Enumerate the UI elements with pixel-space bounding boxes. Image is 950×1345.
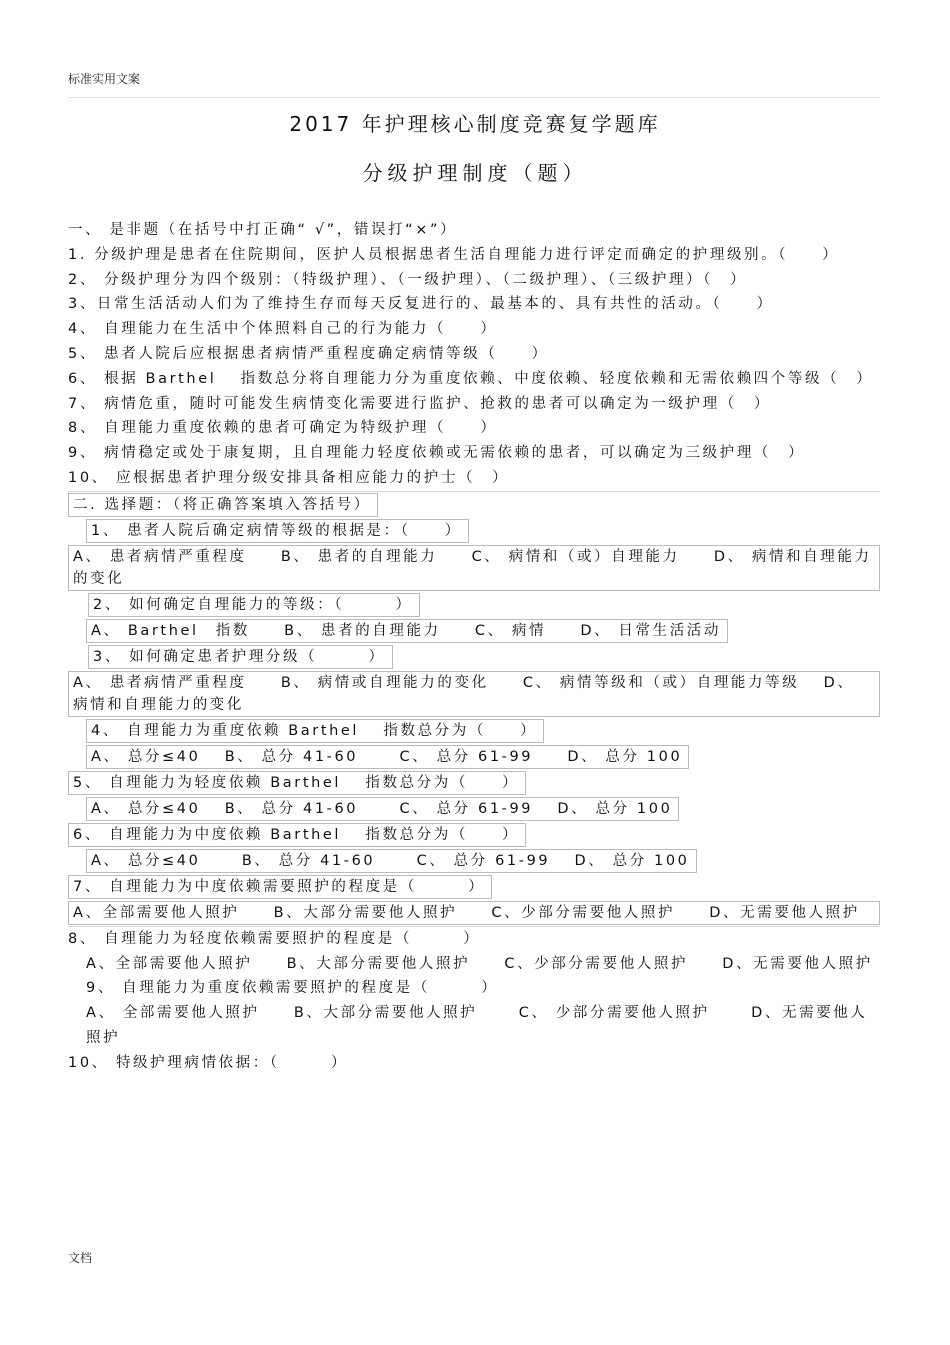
tf-item-10: 10、 应根据患者护理分级安排具备相应能力的护士（ ）: [68, 469, 510, 486]
mc-options-6: A、 总分≤40 B、 总分 41-60 C、 总分 61-99 D、 总分 100: [86, 849, 697, 873]
tf-item-7: 7、 病情危重，随时可能发生病情变化需要进行监护、抢救的患者可以确定为一级护理（ ）: [68, 395, 772, 412]
mc-options-8: A、全部需要他人照护 B、大部分需要他人照护 C、少部分需要他人照护 D、无需要他人照护: [86, 955, 873, 972]
mc-question-4: 4、 自理能力为重度依赖 Barthel 指数总分为（ ）: [86, 719, 544, 743]
tf-item-6: 6、 根据 Barthel 指数总分将自理能力分为重度依赖、中度依赖、轻度依赖和无需依赖四个等级（ ）: [68, 370, 874, 387]
document-body: [68, 218, 880, 1076]
tf-item-8: 8、 自理能力重度依赖的患者可确定为特级护理（ ）: [68, 420, 498, 437]
page-footer-label: 文档: [68, 1251, 93, 1265]
mc-question-10: 10、 特级护理病情依据：（ ）: [68, 1054, 349, 1071]
mc-options-1: A、 患者病情严重程度 B、 患者的自理能力 C、 病情和（或）自理能力 D、 病情和自理能力的变化: [68, 545, 880, 591]
tf-item-4: 4、 自理能力在生活中个体照料自己的行为能力（ ）: [68, 321, 498, 338]
document-subtitle: 分级护理制度（题）: [362, 161, 588, 185]
tf-item-9: 9、 病情稳定或处于康复期，且自理能力轻度依赖或无需依赖的患者，可以确定为三级护理（ ）: [68, 445, 806, 462]
mc-question-3: 3、 如何确定患者护理分级（ ）: [88, 645, 393, 669]
section1-heading: 一、 是非题（在括号中打正确“ √”，错误打“×”）: [68, 222, 458, 238]
mc-question-6: 6、 自理能力为中度依赖 Barthel 指数总分为（ ）: [68, 823, 526, 847]
document-title: 2017 年护理核心制度竞赛复学题库: [289, 112, 661, 136]
page-header-label: 标准实用文案: [68, 72, 141, 86]
mc-question-2: 2、 如何确定自理能力的等级：（ ）: [88, 593, 420, 617]
mc-options-7: A、全部需要他人照护 B、大部分需要他人照护 C、少部分需要他人照护 D、无需要他人照护: [68, 901, 880, 925]
tf-item-5: 5、 患者人院后应根据患者病情严重程度确定病情等级（ ）: [68, 345, 549, 362]
tf-item-1: 1. 分级护理是患者在住院期间，医护人员根据患者生活自理能力进行评定而确定的护理级别。（ ）: [68, 246, 840, 263]
mc-question-8: 8、 自理能力为轻度依赖需要照护的程度是（ ）: [68, 930, 481, 947]
mc-question-9: 9、 自理能力为重度依赖需要照护的程度是（ ）: [86, 980, 499, 997]
mc-question-7: 7、 自理能力为中度依赖需要照护的程度是（ ）: [68, 875, 492, 899]
tf-item-3: 3、日常生活活动人们为了维持生存而每天反复进行的、最基本的、具有共性的活动。（ ）: [68, 296, 774, 313]
mc-question-5: 5、 自理能力为轻度依赖 Barthel 指数总分为（ ）: [68, 771, 526, 795]
mc-options-5: A、 总分≤40 B、 总分 41-60 C、 总分 61-99 D、 总分 100: [86, 797, 679, 821]
section2-heading: 二. 选择题：（将正确答案填入答括号）: [68, 493, 378, 517]
mc-question-1: 1、 患者人院后确定病情等级的根据是：（ ）: [86, 519, 469, 543]
header-divider: [68, 97, 880, 98]
mc-options-2: A、 Barthel 指数 B、 患者的自理能力 C、 病情 D、 日常生活活动: [86, 619, 728, 643]
mc-options-9: A、 全部需要他人照护 B、大部分需要他人照护 C、 少部分需要他人照护 D、无需要他人照护: [86, 1005, 868, 1046]
mc-options-3: A、 患者病情严重程度 B、 病情或自理能力的变化 C、 病情等级和（或）自理能力等级 D、 病情和自理能力的变化: [68, 671, 880, 717]
mc-options-4: A、 总分≤40 B、 总分 41-60 C、 总分 61-99 D、 总分 100: [86, 745, 689, 769]
tf-item-2: 2、 分级护理分为四个级别：（特级护理）、（一级护理）、（二级护理）、（三级护理）（ ）: [68, 271, 748, 288]
